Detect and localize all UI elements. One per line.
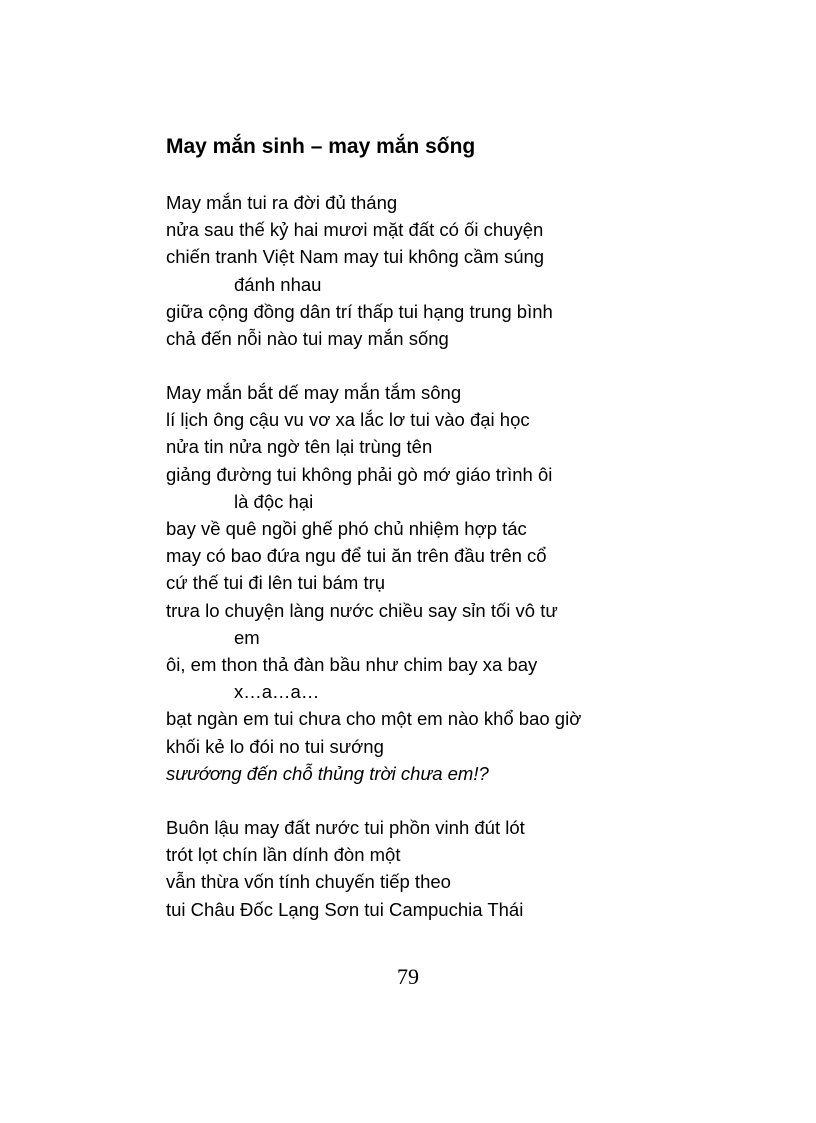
poem-line: giữa cộng đồng dân trí thấp tui hạng trung bình [166,300,553,322]
poem-stanza-1 [166,189,553,352]
poem-stanza-2 [166,379,581,787]
poem-line: trót lọt chín lần dính đòn một [166,844,401,866]
poem-line: vẫn thừa vốn tính chuyến tiếp theo [166,871,451,893]
poem-line: May mắn tui ra đời đủ tháng [166,192,398,213]
poem-line: em [234,626,260,648]
poem-line: may có bao đứa ngu để tui ăn trên đầu trên cổ [166,545,547,567]
poem-line: nửa sau thế kỷ hai mươi mặt đất có ối chuyện [166,219,544,241]
poem-line: là độc hại [234,490,314,512]
poem-line: giảng đường tui không phải gò mớ giáo trình ôi [166,463,553,485]
poem-title: May mắn sinh – may mắn sống [166,135,476,158]
poem-stanza-3 [166,814,525,923]
poem-line: ôi, em thon thả đàn bầu như chim bay xa bay [166,654,538,676]
poem-line: Buôn lậu may đất nước tui phồn vinh đút lót [166,817,525,838]
poem-line: May mắn bắt dế may mắn tắm sông [166,382,462,403]
poem-line: bay về quê ngồi ghế phó chủ nhiệm hợp tác [166,518,527,540]
poem-line: đánh nhau [234,273,322,295]
poem-line: khối kẻ lo đói no tui sướng [166,735,384,757]
poem-line: sưướơng đến chỗ thủng trời chưa em!? [166,762,489,784]
poem-line: bạt ngàn em tui chưa cho một em nào khổ bao giờ [166,708,582,730]
page-number: 79 [397,964,419,989]
poem-line: cứ thế tui đi lên tui bám trụ [166,572,386,594]
poem-line: nửa tin nửa ngờ tên lại trùng tên [166,436,433,458]
poem-line: trưa lo chuyện làng nước chiều say sỉn tối vô tư [166,599,558,621]
poem-line: chiến tranh Việt Nam may tui không cầm súng [166,246,545,268]
poem-line: chả đến nỗi nào tui may mắn sống [166,328,449,350]
poem-line: tui Châu Đốc Lạng Sơn tui Campuchia Thái [166,898,524,920]
poem-line: lí lịch ông cậu vu vơ xa lắc lơ tui vào đại học [166,409,530,431]
poem-line: x…a…a… [234,681,320,703]
